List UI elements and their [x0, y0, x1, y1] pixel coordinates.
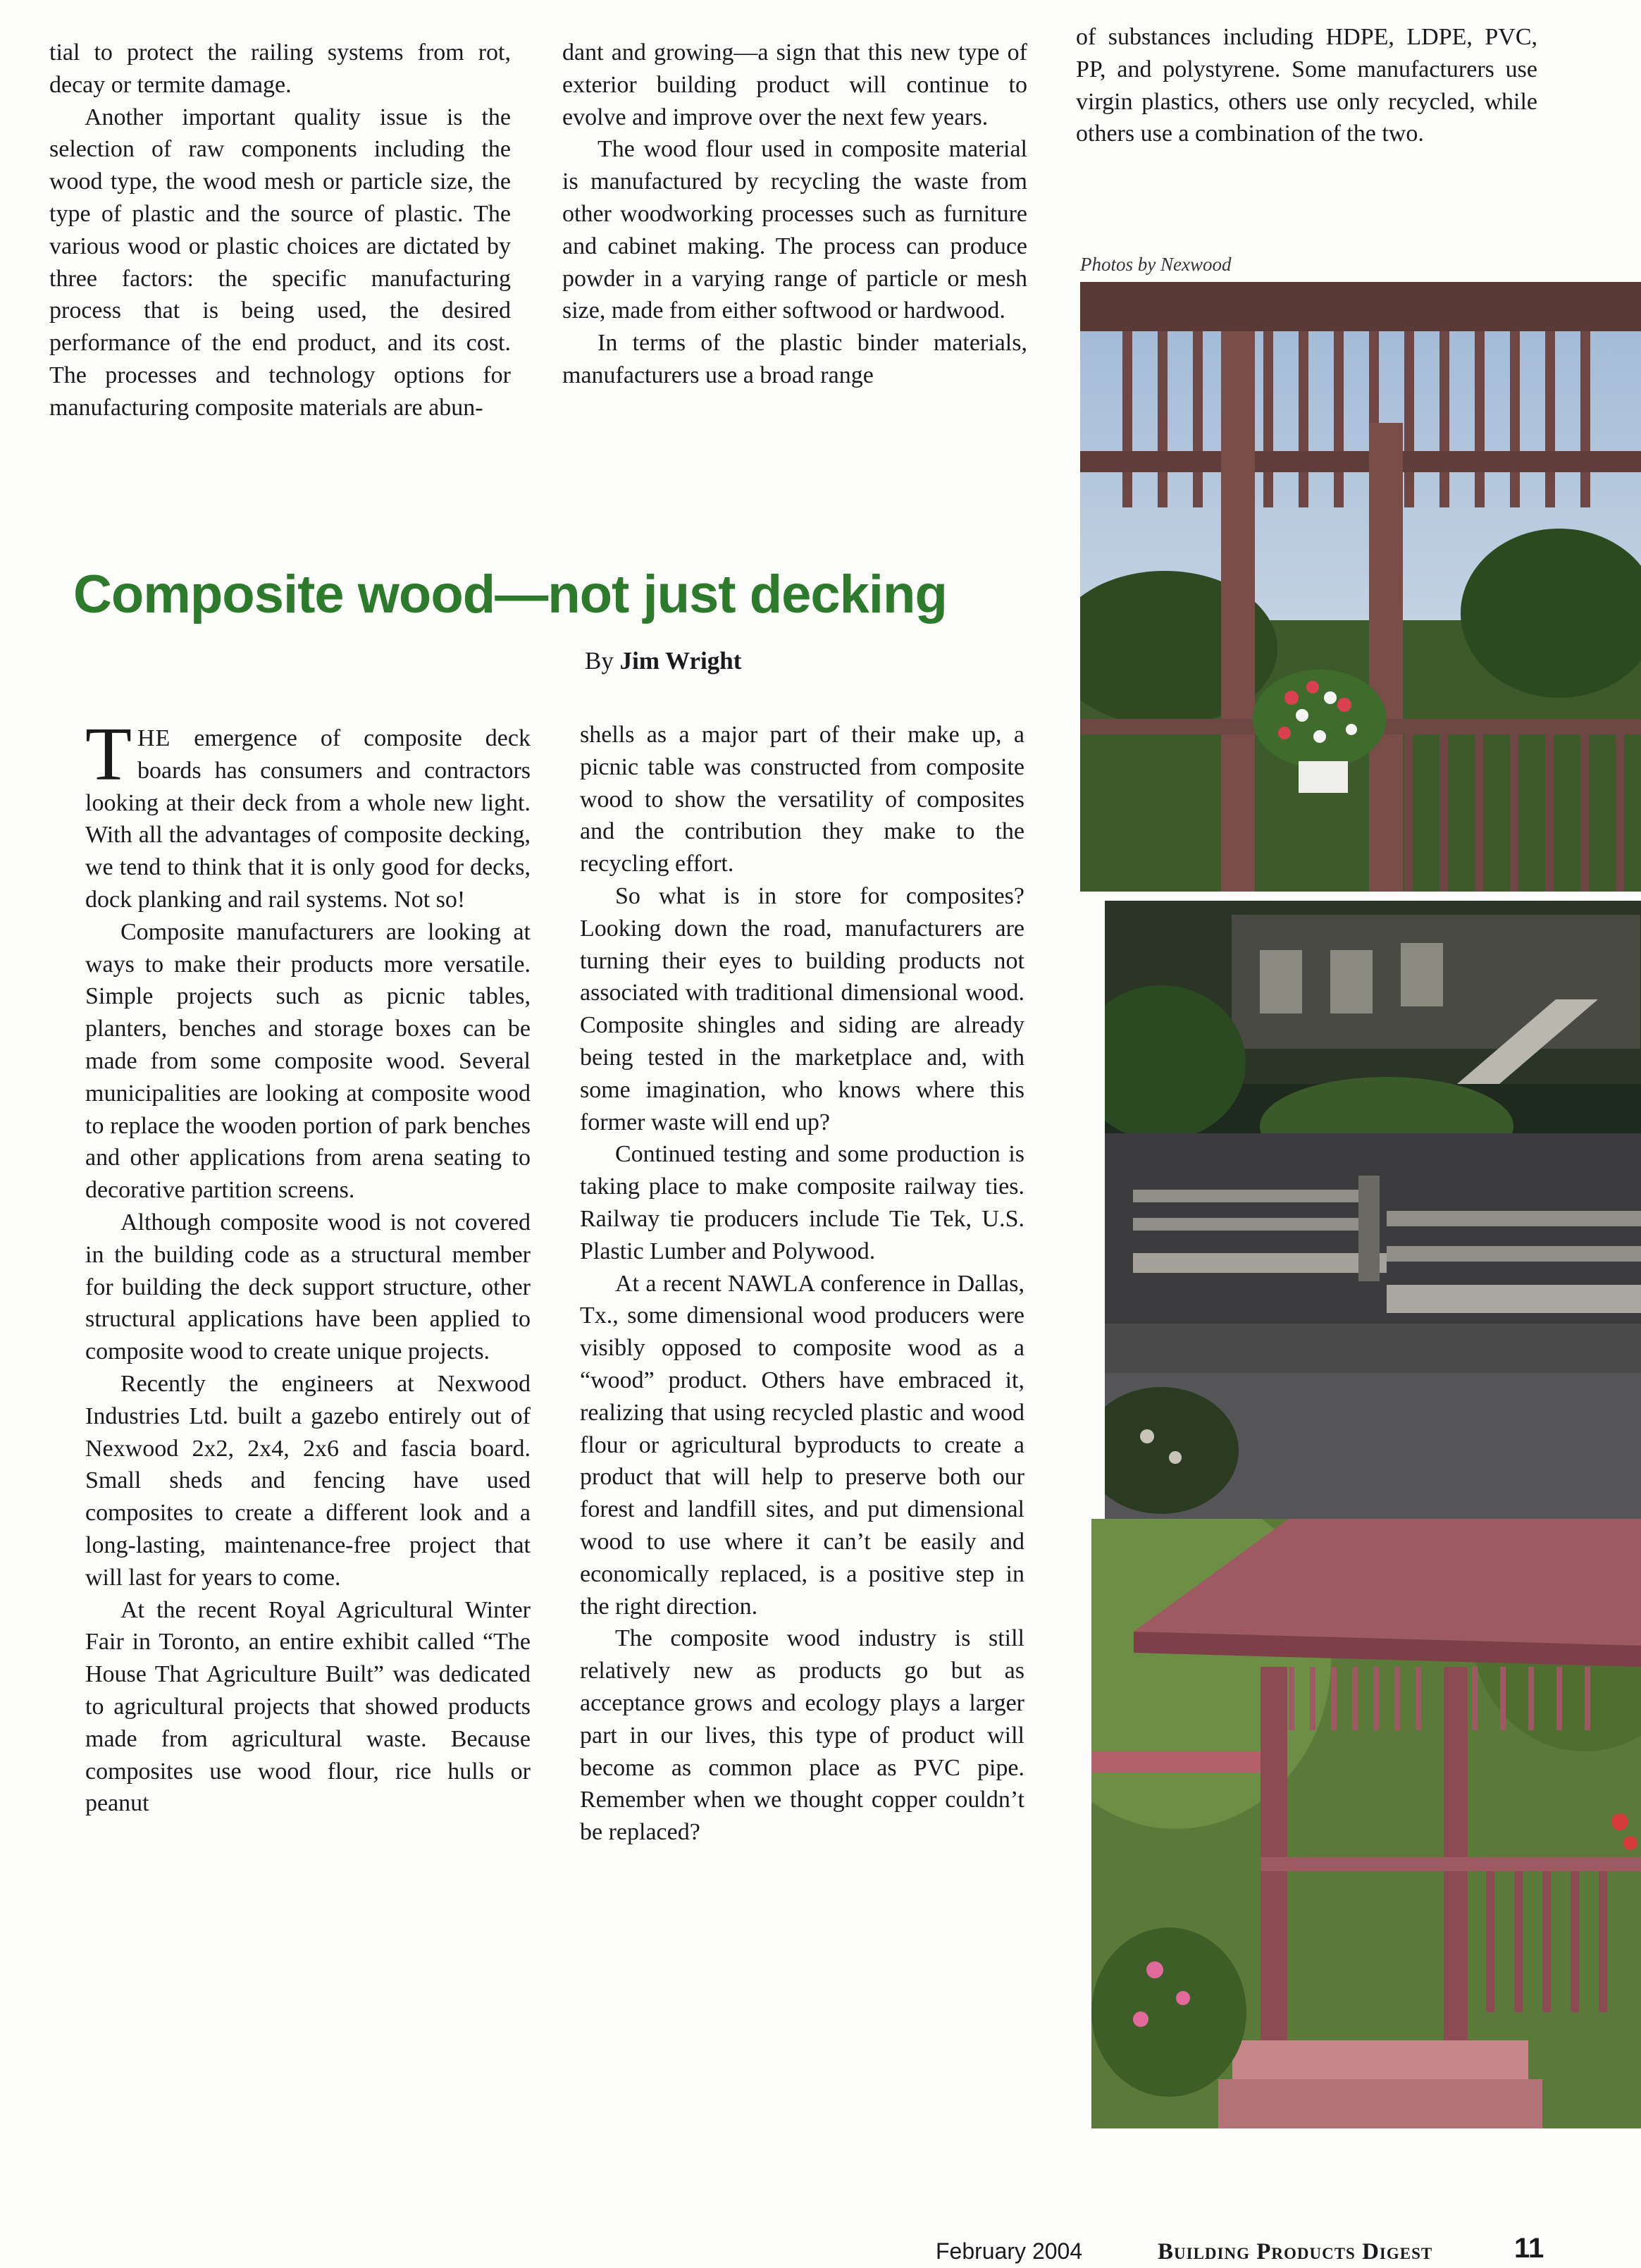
paragraph: The wood flour used in composite material is manufactured by recycling the waste from other woodworking processes such as furniture and cabinet making. The process can produce powder in a varying range of particle or mesh size, made from either softwood or hardwood. — [562, 136, 1027, 324]
gazebo-planter-photo — [1080, 282, 1641, 892]
paragraph: tial to protect the railing systems from rot, decay or termite damage. — [49, 39, 511, 98]
article-headline: Composite wood—not just decking — [73, 565, 947, 624]
paragraph: Although composite wood is not covered in the building code as a structural member for building the deck support structure, other structural applications have been applied to composite wood to create unique projects. — [85, 1209, 531, 1365]
paragraph — [85, 713, 531, 916]
lead-text: emergence of composite deck boards has consumers and contractors looking at their deck from a whole new light. With all the advantages of composite decking, we tend to think that it is only good for decks, dock planking and rail systems. Not so! — [85, 725, 531, 913]
deck-benches-photo — [1105, 901, 1641, 1521]
paragraph: shells as a major part of their make up, a picnic table was constructed from composite wood to show the versatility of composites and the contribution they make to the recycling effort. — [580, 722, 1024, 877]
paragraph: Another important quality issue is the selection of raw components including the wood type, the wood mesh or particle size, the type of plastic and the source of plastic. The various wood or plastic choices are dictated by three factors: the specific manufacturing process that is being used, the desired performance of the end product, and its cost. The processes and technology options for manufacturing composite materials are abun- — [49, 104, 511, 421]
paragraph: of substances including HDPE, LDPE, PVC, PP, and polystyrene. Some manufacturers use virgin plastics, others use only recycled, while others use a combination of the two. — [1076, 24, 1537, 147]
footer-date: February 2004 — [936, 2238, 1083, 2264]
photo-credit: Photos by Nexwood — [1080, 254, 1232, 275]
paragraph: Recently the engineers at Nexwood Industries Ltd. built a gazebo entirely out of Nexwood 2x2, 2x4, 2x6 and fascia board. Small sheds and fencing have used composites to create a different look and a long-lasting, maintenance-free project that will last for years to come. — [85, 1370, 531, 1591]
first-word: HE — [137, 725, 171, 751]
paragraph: The composite wood industry is still relatively new as products go but as acceptance grows and ecology plays a larger part in our lives, this type of product will become as common place as PVC pipe. Remember when we thought copper couldn’t be replaced? — [580, 1625, 1024, 1846]
byline — [585, 647, 741, 675]
top-column-3 — [1076, 21, 1537, 150]
paragraph: Composite manufacturers are looking at ways to make their products more versatile. Simple projects such as picnic tables, planters, benches and storage boxes can be made from some composite wood. Several municipalities are looking at composite wood to replace the wooden portion of park benches and other applications from arena seating to decorative partition screens. — [85, 918, 531, 1204]
top-column-2 — [562, 37, 1027, 392]
page-number: 11 — [1514, 2233, 1544, 2264]
top-column-1 — [49, 37, 511, 424]
byline-author: Jim Wright — [619, 647, 742, 674]
paragraph: Continued testing and some production is taking place to make composite railway ties. Railway tie producers include Tie Tek, U.S. Plastic Lumber and Polywood. — [580, 1141, 1024, 1264]
byline-prefix: By — [585, 647, 614, 674]
article-column-2 — [580, 719, 1024, 1849]
paragraph: In terms of the plastic binder materials, manufacturers use a broad range — [562, 330, 1027, 388]
paragraph: dant and growing—a sign that this new type of exterior building product will continue to evolve and improve over the next few years. — [562, 39, 1027, 130]
paragraph: At the recent Royal Agricultural Winter Fair in Toronto, an entire exhibit called “The House That Agriculture Built” was dedicated to agricultural projects that showed products made from agricultural waste. Because composites use wood flour, rice hulls or peanut — [85, 1596, 531, 1817]
footer-publication: Building Products Digest — [1158, 2239, 1433, 2264]
red-gazebo-photo — [1091, 1519, 1641, 2128]
article-column-1 — [85, 713, 531, 1820]
drop-cap: T — [85, 713, 132, 796]
paragraph: At a recent NAWLA conference in Dallas, Tx., some dimensional wood producers were visibly opposed to composite wood as a “wood” product. Others have embraced it, realizing that using recycled plastic and wood flour or agricultural byproducts to create a product that will help to preserve both our forest and landfill sites, and put dimensional wood to use where it can’t be easily and economically replaced, is a positive step in the right direction. — [580, 1270, 1024, 1620]
paragraph: So what is in store for composites? Looking down the road, manufacturers are turning their eyes to building products not associated with traditional dimensional wood. Composite shingles and siding are already being tested in the marketplace and, with some imagination, who knows where this former waste will end up? — [580, 882, 1024, 1135]
